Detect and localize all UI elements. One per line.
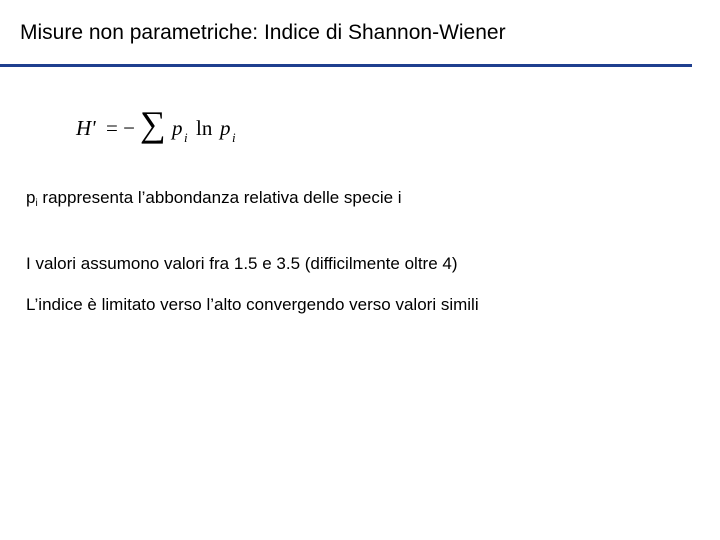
pi-definition-line [26,188,402,214]
formula-p-term: p [172,116,183,140]
pi-symbol: p [26,188,36,207]
value-range-line: I valori assumono valori fra 1.5 e 3.5 (difficilmente oltre 4) [26,254,458,273]
formula-ln: ln [196,116,213,140]
upper-limit-line: L’indice è limitato verso l’alto convergendo verso valori simili [26,295,479,314]
formula-p-index-2: i [232,130,236,145]
slide-title: Misure non parametriche: Indice di Shannon-Wiener [20,21,506,44]
pi-description: rappresenta l’abbondanza relativa delle specie i [37,188,402,207]
summation-symbol: ∑ [140,104,166,144]
pi-index: i [35,198,38,209]
formula-equals-minus: = − [106,116,135,140]
formula-p-term-2: p [220,116,231,140]
formula-p-index: i [184,130,188,145]
title-divider [0,64,692,67]
shannon-wiener-formula [76,104,276,150]
formula-lhs: H' [76,116,96,140]
